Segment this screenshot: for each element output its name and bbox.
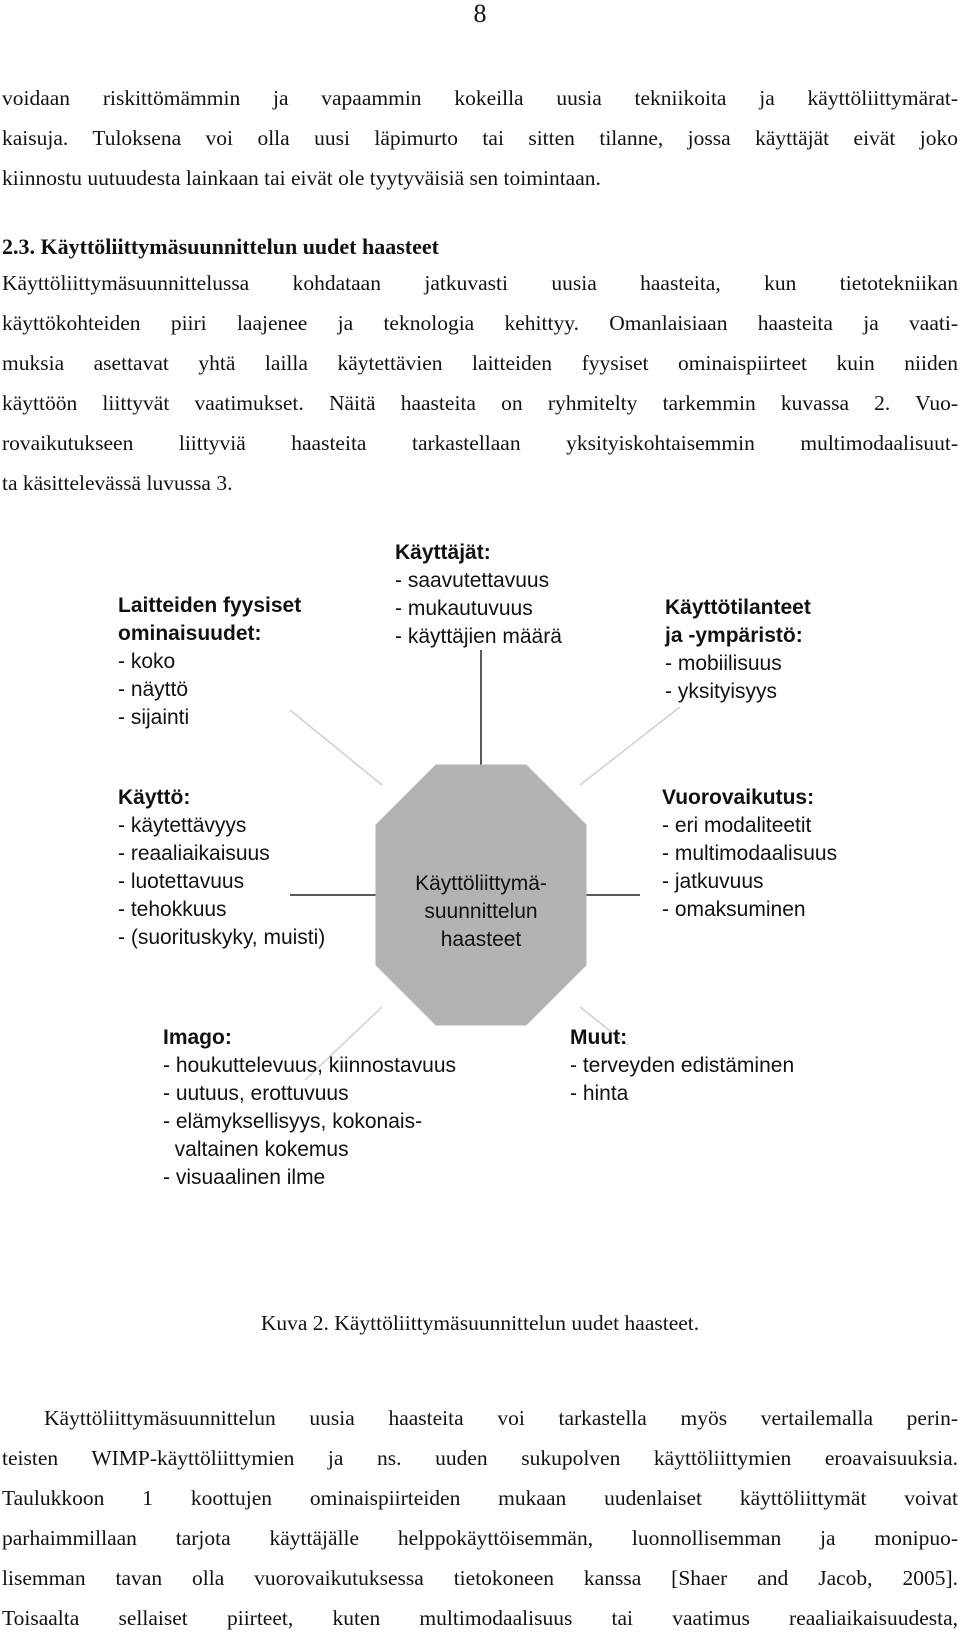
group-item: - mukautuvuus: [395, 597, 533, 620]
group-other: [570, 1024, 794, 1108]
center-label-line: suunnittelun: [424, 900, 538, 923]
challenges-diagram: [0, 541, 960, 1245]
group-situations: [665, 594, 811, 706]
group-title: ominaisuudet:: [118, 622, 262, 645]
closing-line: Toisaalta sellaiset piirteet, kuten multimodaalisuus tai vaatimus reaaliaikaisuudesta,: [2, 1606, 958, 1630]
group-item: valtainen kokemus: [163, 1138, 349, 1161]
figure-caption: Kuva 2. Käyttöliittymäsuunnittelun uudet haasteet.: [260, 1311, 700, 1335]
section-line: muksia asettavat yhtä lailla käytettävien laitteiden fyysiset ominaispiirteet kuin niiden: [2, 351, 958, 375]
group-item: - reaaliaikaisuus: [118, 842, 270, 865]
closing-paragraph: [2, 1398, 958, 1638]
group-title: Käyttö:: [118, 786, 191, 809]
group-item: - uutuus, erottuvuus: [163, 1082, 349, 1105]
group-title: Vuorovaikutus:: [662, 786, 815, 809]
group-title: Käyttäjät:: [395, 541, 491, 564]
group-title: ja -ympäristö:: [665, 624, 803, 647]
group-item: - koko: [118, 650, 176, 673]
group-item: - hinta: [570, 1082, 629, 1105]
group-item: - tehokkuus: [118, 898, 227, 921]
group-item: - (suorituskyky, muisti): [118, 926, 326, 949]
section-paragraph: [2, 263, 958, 503]
page-number: 8: [473, 0, 487, 28]
section-line: käyttöön liittyvät vaatimukset. Näitä haasteita on ryhmitelty tarkemmin kuvassa 2. Vuo-: [2, 391, 958, 415]
closing-line: teisten WIMP-käyttöliittymien ja ns. uuden sukupolven käyttöliittymien eroavaisuuksia.: [2, 1446, 958, 1470]
intro-line: voidaan riskittömämmin ja vapaammin kokeilla uusia tekniikoita ja käyttöliittymärat-: [2, 86, 958, 110]
group-item: - houkuttelevuus, kiinnostavuus: [163, 1054, 457, 1077]
group-image: [163, 1024, 456, 1192]
section-line: ta käsittelevässä luvussa 3.: [2, 471, 233, 495]
group-item: - yksityisyys: [665, 680, 777, 703]
group-users: [395, 539, 562, 651]
center-label: [378, 870, 584, 954]
group-devices: [118, 592, 301, 732]
group-item: - terveyden edistäminen: [570, 1054, 795, 1077]
group-item: - mobiilisuus: [665, 652, 782, 675]
group-interaction: [662, 784, 837, 924]
closing-line: parhaimmillaan tarjota käyttäjälle helppokäyttöisemmän, luonnollisemman ja monipuo-: [2, 1526, 958, 1550]
connector-top-right: [580, 707, 680, 785]
group-item: - multimodaalisuus: [662, 842, 838, 865]
group-item: - näyttö: [118, 678, 189, 701]
closing-line: lisemman tavan olla vuorovaikutuksessa tietokoneen kanssa [Shaer and Jacob, 2005].: [2, 1566, 958, 1590]
group-item: - käyttäjien määrä: [395, 625, 562, 648]
section-heading: 2.3. Käyttöliittymäsuunnittelun uudet haasteet: [2, 234, 439, 259]
center-label-line: haasteet: [440, 928, 522, 951]
group-item: - saavutettavuus: [395, 569, 550, 592]
connector-top-left: [290, 710, 382, 785]
group-item: - elämyksellisyys, kokonais-: [163, 1110, 423, 1133]
group-title: Imago:: [163, 1026, 232, 1049]
section-line: Käyttöliittymäsuunnittelussa kohdataan jatkuvasti uusia haasteita, kun tietotekniikan: [2, 271, 958, 295]
intro-line: kiinnostu uutuudesta lainkaan tai eivät ole tyytyväisiä sen toimintaan.: [2, 166, 601, 190]
intro-paragraph: [2, 78, 958, 198]
group-title: Laitteiden fyysiset: [118, 594, 302, 617]
center-label-line: Käyttöliittymä-: [415, 872, 547, 895]
section-line: käyttökohteiden piiri laajenee ja teknologia kehittyy. Omanlaisiaan haasteita ja vaati-: [2, 311, 958, 335]
group-title: Muut:: [570, 1026, 628, 1049]
group-item: - visuaalinen ilme: [163, 1166, 326, 1189]
group-item: - käytettävyys: [118, 814, 247, 837]
group-item: - omaksuminen: [662, 898, 806, 921]
group-item: - jatkuvuus: [662, 870, 764, 893]
closing-line: Taulukkoon 1 koottujen ominaispiirteiden mukaan uudenlaiset käyttöliittymät voivat: [2, 1486, 958, 1510]
group-item: - sijainti: [118, 706, 190, 729]
group-title: Käyttötilanteet: [665, 596, 811, 619]
group-item: - luotettavuus: [118, 870, 245, 893]
group-usage: [118, 784, 325, 952]
section-line: rovaikutukseen liittyviä haasteita tarkastellaan yksityiskohtaisemmin multimodaalisuut-: [2, 431, 958, 455]
intro-line: kaisuja. Tuloksena voi olla uusi läpimurto tai sitten tilanne, jossa käyttäjät eivät joko: [2, 126, 958, 150]
group-item: - eri modaliteetit: [662, 814, 812, 837]
closing-line: Käyttöliittymäsuunnittelun uusia haasteita voi tarkastella myös vertailemalla perin-: [44, 1406, 958, 1430]
